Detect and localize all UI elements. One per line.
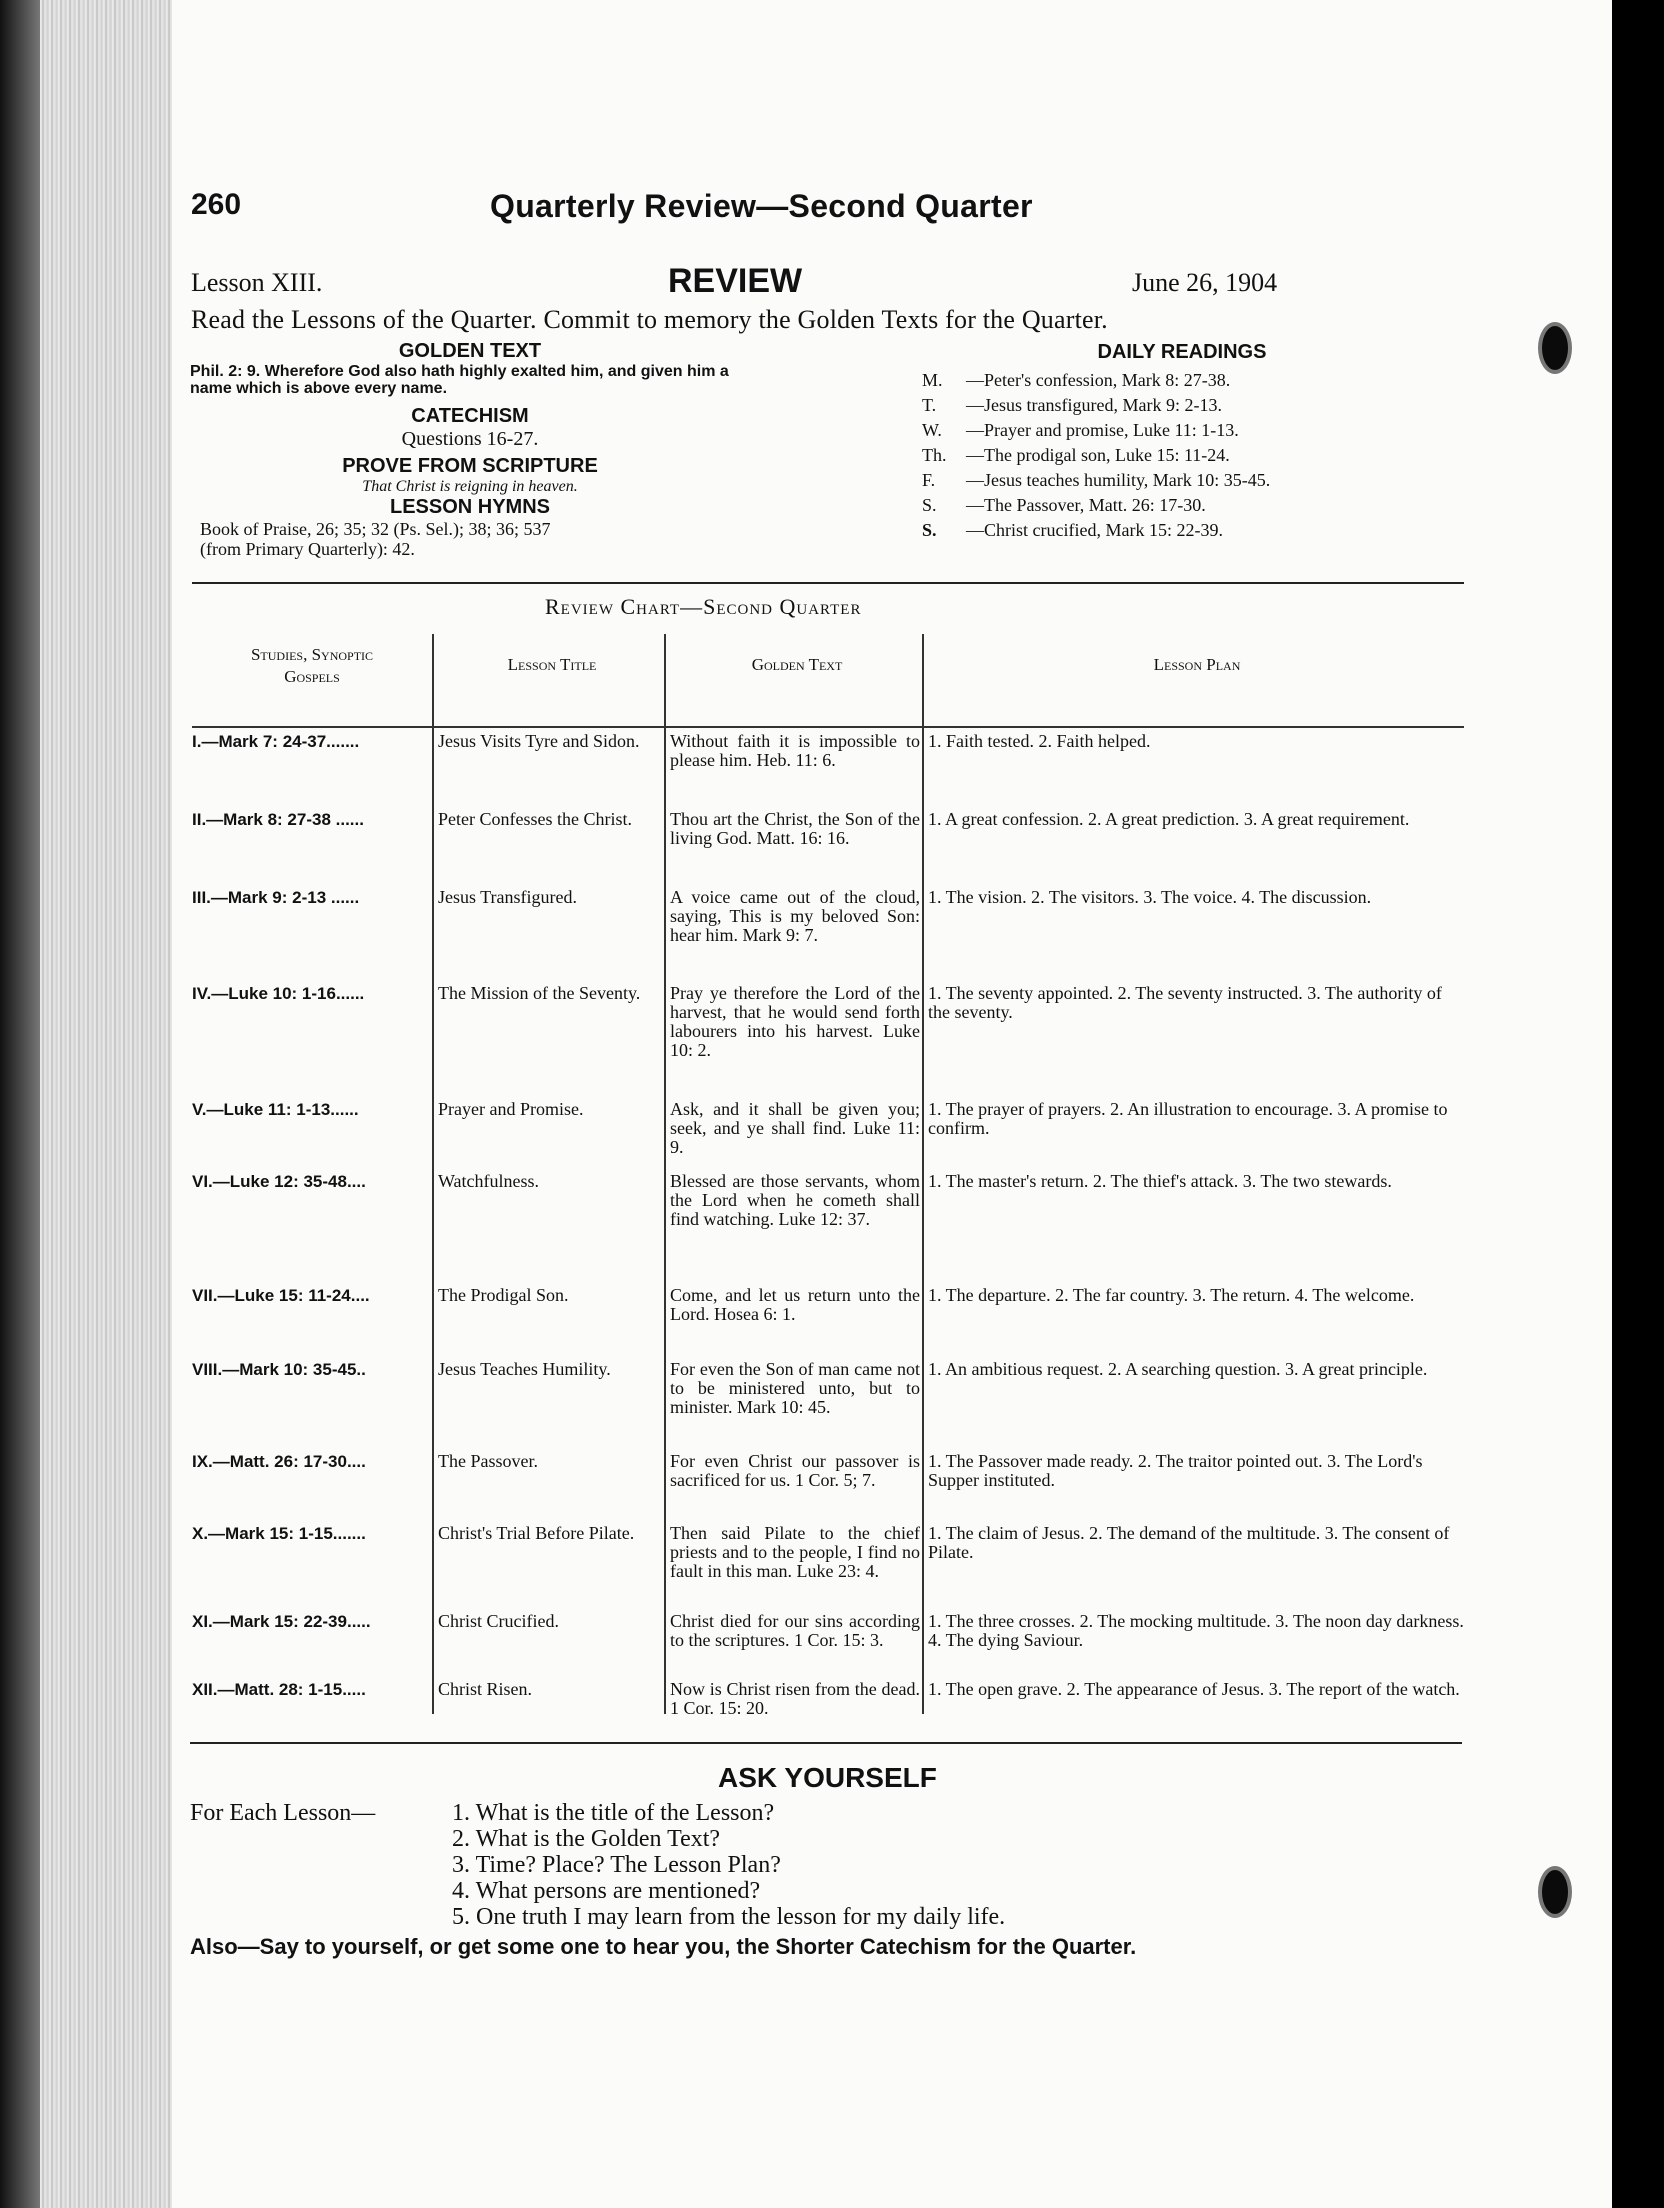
reading-text: —Prayer and promise, Luke 11: 1-13. xyxy=(966,420,1239,440)
reading-day: Th. xyxy=(922,445,947,465)
study-cell: IV.—Luke 10: 1-16...... xyxy=(192,984,365,1003)
reading-day: T. xyxy=(922,395,937,415)
reading-day: S. xyxy=(922,495,937,515)
golden-cell: Blessed are those servants, whom the Lord when he cometh shall find watching. Luke 12: 37. xyxy=(670,1171,920,1229)
catechism-heading: CATECHISM xyxy=(411,405,529,427)
binding-hole-top xyxy=(1538,322,1572,374)
ask-question-text: 1. What is the title of the Lesson? xyxy=(452,1800,775,1826)
plan-cell: 1. The claim of Jesus. 2. The demand of the multitude. 3. The consent of Pilate. xyxy=(928,1523,1450,1562)
reading-day: S. xyxy=(922,520,937,540)
hymns-line-2: (from Primary Quarterly): 42. xyxy=(200,539,415,559)
golden-cell: Christ died for our sins according to the scriptures. 1 Cor. 15: 3. xyxy=(670,1611,920,1650)
study-cell: X.—Mark 15: 1-15....... xyxy=(192,1524,366,1543)
chart-title: Review Chart—Second Quarter xyxy=(545,594,862,619)
title-cell: Peter Confesses the Christ. xyxy=(438,809,632,829)
plan-cell: 1. The three crosses. 2. The mocking multitude. 3. The noon day darkness. 4. The dying Saviour. xyxy=(928,1611,1464,1650)
reading-item xyxy=(922,443,1442,468)
reading-day: M. xyxy=(922,370,943,390)
header-rule xyxy=(192,726,1464,728)
reading-item xyxy=(922,418,1442,443)
title-cell: Christ Risen. xyxy=(438,1679,533,1699)
daily-readings xyxy=(922,341,1442,543)
title-cell: Watchfulness. xyxy=(438,1171,540,1191)
reading-text: —The Passover, Matt. 26: 17-30. xyxy=(966,495,1206,515)
title-cell: Christ Crucified. xyxy=(438,1611,559,1631)
study-cell: VII.—Luke 15: 11-24.... xyxy=(192,1286,370,1305)
reading-item xyxy=(922,393,1442,418)
header-studies: Studies, Synoptic Gospels xyxy=(250,645,374,686)
plan-cell: 1. The vision. 2. The visitors. 3. The voice. 4. The discussion. xyxy=(928,887,1372,907)
plan-cell: 1. The departure. 2. The far country. 3. The return. 4. The welcome. xyxy=(928,1285,1415,1305)
lesson-date: June 26, 1904 xyxy=(1132,268,1278,297)
column-rule xyxy=(922,634,924,1714)
study-cell: XI.—Mark 15: 22-39..... xyxy=(192,1612,371,1631)
golden-cell: Pray ye therefore the Lord of the harvest, that he would send forth labourers into his harvest. Luke 10: 2. xyxy=(670,983,920,1060)
ask-question: 5. One truth I may learn from the lesson for my daily life. xyxy=(452,1904,1006,1930)
title-cell: Jesus Visits Tyre and Sidon. xyxy=(438,731,640,751)
golden-cell: Come, and let us return unto the Lord. Hosea 6: 1. xyxy=(670,1285,920,1324)
golden-text-body: Phil. 2: 9. Wherefore God also hath highly exalted him, and given him a name which is above every name. xyxy=(190,363,729,397)
golden-text-heading: GOLDEN TEXT xyxy=(398,340,542,362)
plan-cell: 1. An ambitious request. 2. A searching question. 3. A great principle. xyxy=(928,1359,1428,1379)
section-divider xyxy=(192,582,1464,584)
golden-cell: For even the Son of man came not to be ministered unto, but to minister. Mark 10: 45. xyxy=(670,1359,920,1417)
ask-question: 3. Time? Place? The Lesson Plan? xyxy=(452,1852,781,1878)
title-cell: Jesus Transfigured. xyxy=(438,887,578,907)
title-cell: The Mission of the Seventy. xyxy=(438,983,641,1003)
catechism-questions: Questions 16-27. xyxy=(401,428,539,450)
hymns-list xyxy=(190,519,750,559)
ask-yourself-block xyxy=(190,1800,1490,1960)
study-cell: III.—Mark 9: 2-13 ...... xyxy=(192,888,360,907)
reading-item xyxy=(922,493,1442,518)
ask-question: 2. What is the Golden Text? xyxy=(452,1826,721,1852)
reading-day: W. xyxy=(922,420,942,440)
study-cell: IX.—Matt. 26: 17-30.... xyxy=(192,1452,366,1471)
golden-cell: Now is Christ risen from the dead. 1 Cor. 15: 20. xyxy=(670,1679,920,1718)
study-cell: I.—Mark 7: 24-37....... xyxy=(192,732,360,751)
study-cell: II.—Mark 8: 27-38 ...... xyxy=(192,810,364,829)
running-title: Quarterly Review—Second Quarter xyxy=(490,188,1033,224)
header-lesson-title: Lesson Title xyxy=(507,655,597,674)
title-cell: The Passover. xyxy=(438,1451,538,1471)
column-rule xyxy=(432,634,434,1714)
daily-readings-heading: DAILY READINGS xyxy=(1097,341,1267,363)
prove-text: That Christ is reigning in heaven. xyxy=(362,478,578,495)
title-cell: Jesus Teaches Humility. xyxy=(438,1359,611,1379)
title-cell: Prayer and Promise. xyxy=(438,1099,584,1119)
reading-text: —The prodigal son, Luke 15: 11-24. xyxy=(966,445,1230,465)
study-cell: VI.—Luke 12: 35-48.... xyxy=(192,1172,366,1191)
lesson-aids-column xyxy=(190,340,750,559)
book-page-edges xyxy=(0,0,175,2208)
golden-cell: Thou art the Christ, the Son of the living God. Matt. 16: 16. xyxy=(670,809,920,848)
plan-cell: 1. Faith tested. 2. Faith helped. xyxy=(928,731,1151,751)
plan-cell: 1. The Passover made ready. 2. The traitor pointed out. 3. The Lord's Supper instituted. xyxy=(928,1451,1423,1490)
golden-cell: Ask, and it shall be given you; seek, and ye shall find. Luke 11: 9. xyxy=(670,1099,920,1157)
hymns-line-1: Book of Praise, 26; 35; 32 (Ps. Sel.); 38; 36; 537 xyxy=(200,519,551,539)
title-cell: Christ's Trial Before Pilate. xyxy=(438,1523,635,1543)
reading-item xyxy=(922,468,1442,493)
study-cell: XII.—Matt. 28: 1-15..... xyxy=(192,1680,366,1699)
plan-cell: 1. A great confession. 2. A great prediction. 3. A great requirement. xyxy=(928,809,1410,829)
golden-cell: Without faith it is impossible to please him. Heb. 11: 6. xyxy=(670,731,920,770)
lesson-number: Lesson XIII. xyxy=(191,268,323,297)
binding-hole-bottom xyxy=(1538,1866,1572,1918)
reading-day: F. xyxy=(922,470,936,490)
ask-question xyxy=(190,1800,1490,1826)
header-lesson-plan: Lesson Plan xyxy=(1153,655,1241,674)
ask-question: 4. What persons are mentioned? xyxy=(452,1878,761,1904)
plan-cell: 1. The master's return. 2. The thief's attack. 3. The two stewards. xyxy=(928,1171,1392,1191)
column-rule xyxy=(664,634,666,1714)
chart-bottom-rule xyxy=(190,1742,1462,1744)
hymns-heading: LESSON HYMNS xyxy=(389,496,551,518)
reading-text: —Peter's confession, Mark 8: 27-38. xyxy=(966,370,1231,390)
review-heading: REVIEW xyxy=(668,262,803,300)
golden-cell: Then said Pilate to the chief priests and to the people, I find no fault in this man. Luke 23: 4. xyxy=(670,1523,920,1581)
study-cell: V.—Luke 11: 1-13...... xyxy=(192,1100,359,1119)
plan-cell: 1. The open grave. 2. The appearance of Jesus. 3. The report of the watch. xyxy=(928,1679,1460,1699)
ask-lead: For Each Lesson— xyxy=(190,1800,376,1826)
ask-footer: Also—Say to yourself, or get some one to hear you, the Shorter Catechism for the Quarter. xyxy=(190,1934,1137,1959)
reading-text: —Jesus teaches humility, Mark 10: 35-45. xyxy=(966,470,1271,490)
golden-cell: For even Christ our passover is sacrificed for us. 1 Cor. 5; 7. xyxy=(670,1451,920,1490)
golden-cell: A voice came out of the cloud, saying, This is my beloved Son: hear him. Mark 9: 7. xyxy=(670,887,920,945)
lesson-instruction: Read the Lessons of the Quarter. Commit to memory the Golden Texts for the Quarter. xyxy=(191,305,1108,334)
reading-text: —Christ crucified, Mark 15: 22-39. xyxy=(966,520,1223,540)
study-cell: VIII.—Mark 10: 35-45.. xyxy=(192,1360,366,1379)
ask-yourself-heading: ASK YOURSELF xyxy=(718,1762,937,1793)
reading-text: —Jesus transfigured, Mark 9: 2-13. xyxy=(966,395,1222,415)
header-golden-text: Golden Text xyxy=(751,655,843,674)
plan-cell: 1. The prayer of prayers. 2. An illustration to encourage. 3. A promise to confirm. xyxy=(928,1099,1448,1138)
reading-item xyxy=(922,368,1442,393)
page-number: 260 xyxy=(191,188,242,221)
plan-cell: 1. The seventy appointed. 2. The seventy instructed. 3. The authority of the seventy. xyxy=(928,983,1442,1022)
reading-item xyxy=(922,518,1442,543)
title-cell: The Prodigal Son. xyxy=(438,1285,569,1305)
prove-heading: PROVE FROM SCRIPTURE xyxy=(342,455,598,477)
